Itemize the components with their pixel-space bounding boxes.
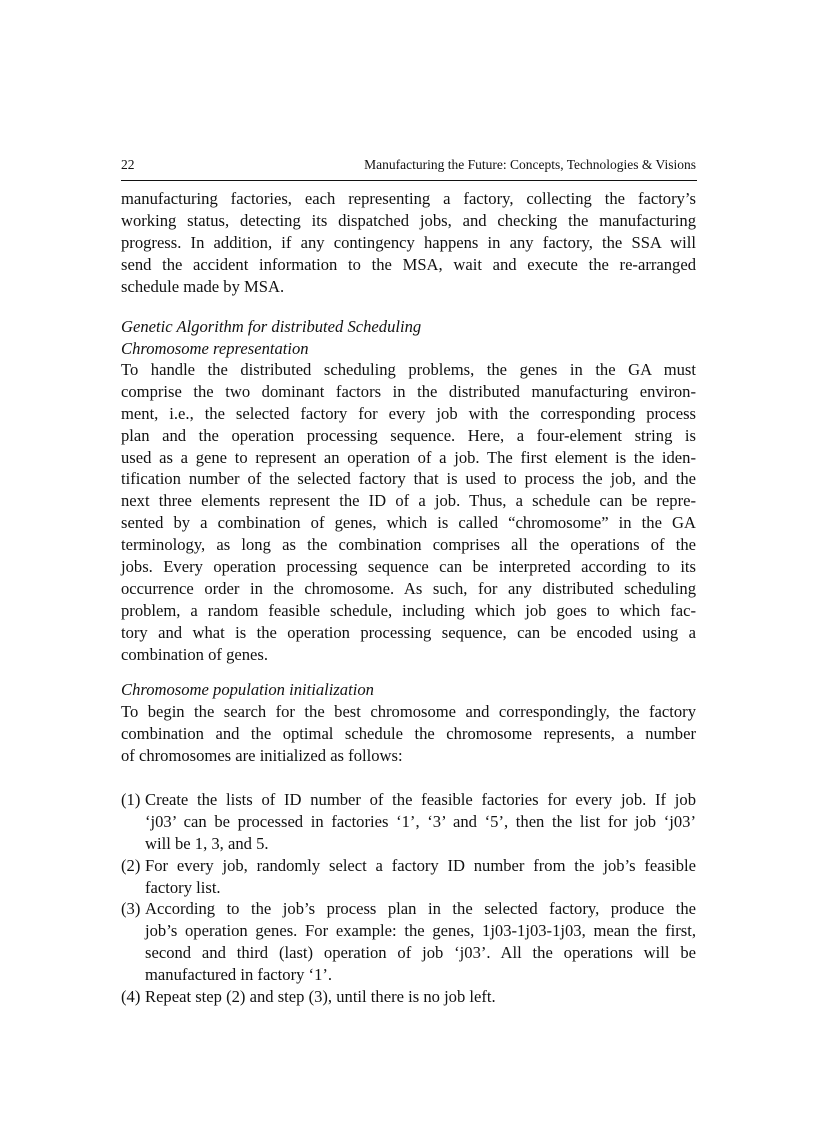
text-line: ment, i.e., the selected factory for every job with the corresponding process	[121, 403, 696, 423]
text-line: manufacturing factories, each representing a factory, collecting the factory’s	[121, 189, 696, 208]
list-item-line: Repeat step (2) and step (3), until there is no job left.	[145, 987, 496, 1007]
list-item-number: (1)	[121, 790, 141, 809]
list-item-line: job’s operation genes. For example: the genes, 1j03-1j03-1j03, mean the first,	[145, 921, 696, 941]
list-item-line: ‘j03’ can be processed in factories ‘1’, ‘3’ and ‘5’, then the list for job ‘j03’	[145, 811, 696, 831]
running-title: Manufacturing the Future: Concepts, Technologies & Visions	[364, 157, 696, 172]
list-item-line: According to the job’s process plan in the selected factory, produce the	[145, 899, 696, 919]
text-line: occurrence order in the chromosome. As such, for any distributed scheduling	[121, 578, 696, 598]
population-init-paragraph	[121, 701, 696, 767]
text-line: used as a gene to represent an operation of a job. The first element is the iden-	[121, 447, 696, 467]
header-rule	[121, 180, 697, 181]
subsection-heading-chromosome-representation: Chromosome representation	[121, 338, 309, 358]
population-init-section	[121, 679, 696, 701]
text-line: working status, detecting its dispatched jobs, and checking the manufacturing	[121, 210, 696, 230]
list-item-line: For every job, randomly select a factory ID number from the job’s feasible	[145, 855, 696, 875]
text-line: tory and what is the operation processing sequence, can be encoded using a	[121, 622, 696, 642]
list-item-line: Create the lists of ID number of the feasible factories for every job. If job	[145, 790, 696, 809]
subsection-heading-population-initialization: Chromosome population initialization	[121, 680, 374, 699]
list-item-number: (4)	[121, 987, 141, 1007]
list-item-line: factory list.	[145, 877, 221, 897]
list-item	[121, 986, 696, 1008]
list-item	[121, 855, 696, 899]
text-line: of chromosomes are initialized as follows:	[121, 745, 403, 765]
text-line: schedule made by MSA.	[121, 276, 285, 296]
text-line: next three elements represent the ID of a job. Thus, a schedule can be repre-	[121, 491, 696, 511]
section-heading: Genetic Algorithm for distributed Scheduling	[121, 317, 422, 336]
page-header	[121, 157, 696, 177]
list-item	[121, 898, 696, 986]
steps-list	[121, 789, 696, 1008]
text-line: sented by a combination of genes, which is called “chromosome” in the GA	[121, 513, 696, 533]
text-line: tification number of the selected factory that is used to process the job, and the	[121, 469, 696, 489]
text-line: send the accident information to the MSA, wait and execute the re-arranged	[121, 254, 696, 274]
list-item-line: will be 1, 3, and 5.	[145, 833, 269, 853]
intro-paragraph	[121, 188, 696, 297]
chromosome-representation-paragraph	[121, 359, 696, 665]
text-line: progress. In addition, if any contingency happens in any factory, the SSA will	[121, 232, 696, 252]
text-line: comprise the two dominant factors in the distributed manufacturing environ-	[121, 381, 696, 401]
text-line: combination and the optimal schedule the chromosome represents, a number	[121, 723, 696, 743]
list-item-line: second and third (last) operation of job ‘j03’. All the operations will be	[145, 943, 696, 963]
section-headings	[121, 316, 696, 360]
list-item-line: manufactured in factory ‘1’.	[145, 965, 333, 985]
list-item	[121, 789, 696, 855]
text-line: terminology, as long as the combination comprises all the operations of the	[121, 535, 696, 555]
page-number: 22	[121, 157, 135, 172]
text-line: problem, a random feasible schedule, including which job goes to which fac-	[121, 600, 696, 620]
text-line: To handle the distributed scheduling problems, the genes in the GA must	[121, 360, 696, 379]
text-line: To begin the search for the best chromosome and correspondingly, the factory	[121, 702, 696, 721]
text-line: plan and the operation processing sequence. Here, a four-element string is	[121, 425, 696, 445]
list-item-number: (3)	[121, 899, 141, 919]
list-item-number: (2)	[121, 855, 141, 875]
text-line: jobs. Every operation processing sequence can be interpreted according to its	[121, 557, 696, 577]
text-line: combination of genes.	[121, 644, 269, 664]
